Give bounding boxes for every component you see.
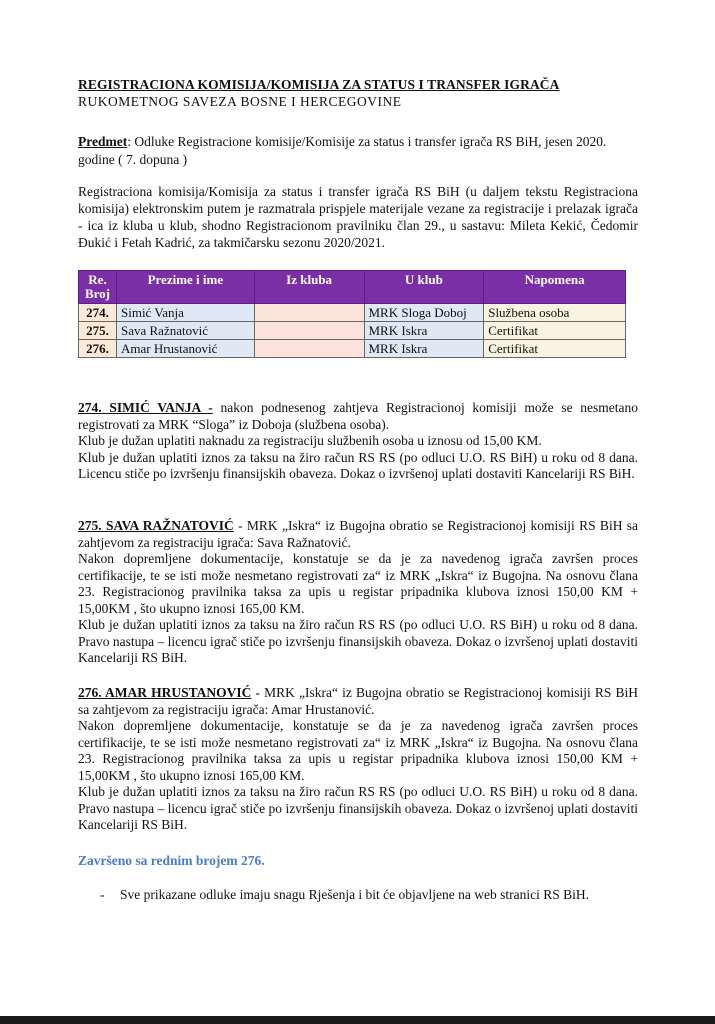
row-name: Sava Ražnatović xyxy=(116,322,254,340)
row-to-club: MRK Iskra xyxy=(364,322,484,340)
table-row xyxy=(79,304,626,322)
table-row xyxy=(79,340,626,358)
bottom-bar xyxy=(0,1016,715,1024)
row-name: Amar Hrustanović xyxy=(116,340,254,358)
bullet-text: Sve prikazane odluke imaju snagu Rješenja i bit će objavljene na web stranici RS BiH. xyxy=(120,887,590,902)
row-from-club xyxy=(254,304,364,322)
table-row xyxy=(79,322,626,340)
row-from-club xyxy=(254,322,364,340)
decision-heading: 276. AMAR HRUSTANOVIĆ xyxy=(78,685,252,700)
decision-lead-text: - MRK „Iskra“ iz Bugojna obratio se Registracionoj komisiji RS BiH sa zahtjevom za registraciju igrača: Sava Ražnatović. xyxy=(78,518,638,550)
registration-table xyxy=(78,270,626,358)
row-number: 276. xyxy=(79,340,117,358)
row-to-club: MRK Iskra xyxy=(364,340,484,358)
decision-section-274 xyxy=(78,400,638,483)
decision-lead-text: nakon podnesenog zahtjeva Registracionoj komisiji može se nesmetano registrovati za MRK “Sloga” iz Doboja (službena osoba). xyxy=(78,400,638,432)
decision-paragraph: Nakon dopremljene dokumentacije, konstatuje se da je za navedenog igrača završen proces certifikacije, te se isti može nesmetano registrovati za“ iz MRK „Iskra“ iz Bugojna. Na osnovu člana 23. Registracionog pravilnika taksa za upis u registar pripadnika klubova iznosi 150,00 KM + 15,00KM , što ukupno iznosi 165,00 KM. xyxy=(78,551,638,616)
decision-paragraph: Klub je dužan uplatiti iznos za taksu na žiro račun RS RS (po odluci U.O. RS BiH) u roku od 8 dana. Licencu stiče po izvršenju finansijskih obaveza. Dokaz o izvršenoj uplati dostaviti Kancelariji RS BiH. xyxy=(78,449,638,481)
row-note: Certifikat xyxy=(484,322,626,340)
decision-lead xyxy=(78,400,638,433)
column-header-note: Napomena xyxy=(484,271,626,304)
subject-label: Predmet xyxy=(78,134,128,149)
decision-paragraph: Klub je dužan uplatiti iznos za taksu na žiro račun RS RS (po odluci U.O. RS BiH) u roku od 8 dana. Pravo nastupa – licencu igrač stiče po izvršenju finansijskih obaveza. Dokaz o izvršenoj uplati dostaviti Kancelariji RS BiH. xyxy=(78,784,638,832)
intro-paragraph: Registraciona komisija/Komisija za status i transfer igrača RS BiH (u daljem tekstu Registraciona komisija) elektronskim putem je razmatrala prispjele materijale vezane za registracije i prelazak igrača - ica iz kluba u klub, shodno Registracionom pravilniku član 29., u sastavu: Mileta Kekić, Čedomir Đukić i Fetah Kadrić, za takmičarsku sezonu 2020/2021. xyxy=(78,184,638,250)
document-subtitle: RUKOMETNOG SAVEZA BOSNE I HERCEGOVINE xyxy=(78,94,402,106)
decision-section-276 xyxy=(78,685,638,834)
decision-paragraph: Nakon dopremljene dokumentacije, konstatuje se da je za navedenog igrača završen proces certifikacije, te se isti može nesmetano registrovati za“ iz MRK „Iskra“ iz Bugojna. Na osnovu člana 23. Registracionog pravilnika taksa za upis u registar pripadnika klubova iznosi 150,00 KM + 15,00KM , što ukupno iznosi 165,00 KM. xyxy=(78,718,638,783)
table-header-row xyxy=(79,271,626,304)
bullet-dash: - xyxy=(100,887,105,902)
row-number: 274. xyxy=(79,304,117,322)
decision-lead xyxy=(78,685,638,718)
row-to-club: MRK Sloga Doboj xyxy=(364,304,484,322)
row-note: Službena osoba xyxy=(484,304,626,322)
decision-paragraph: Klub je dužan uplatiti naknadu za registraciju službenih osoba u iznosu od 15,00 KM. xyxy=(78,433,542,448)
column-header-number: Re. Broj xyxy=(79,271,117,304)
subject-text: : Odluke Registracione komisije/Komisije za status i transfer igrača RS BiH, jesen 2020. godine ( 7. dopuna ) xyxy=(78,134,607,167)
column-header-from-club: Iz kluba xyxy=(254,271,364,304)
decision-heading: 274. SIMIĆ VANJA - xyxy=(78,400,213,415)
decision-lead xyxy=(78,518,638,551)
decision-section-275 xyxy=(78,518,638,667)
row-from-club xyxy=(254,340,364,358)
subject-paragraph xyxy=(78,133,638,169)
decision-paragraph: Klub je dužan uplatiti iznos za taksu na žiro račun RS RS (po odluci U.O. RS BiH) u roku od 8 dana. Pravo nastupa – licencu igrač stiče po izvršenju finansijskih obaveza. Dokaz o izvršenoj uplati dostaviti Kancelariji RS BiH. xyxy=(78,617,638,665)
completion-note: Završeno sa rednim brojem 276. xyxy=(78,853,265,868)
row-number: 275. xyxy=(79,322,117,340)
row-name: Simić Vanja xyxy=(116,304,254,322)
decision-heading: 275. SAVA RAŽNATOVIĆ xyxy=(78,518,234,533)
row-note: Certifikat xyxy=(484,340,626,358)
column-header-to-club: U klub xyxy=(364,271,484,304)
document-title: REGISTRACIONA KOMISIJA/KOMISIJA ZA STATUS I TRANSFER IGRAČA xyxy=(78,77,560,92)
column-header-name: Prezime i ime xyxy=(116,271,254,304)
decision-lead-text: - MRK „Iskra“ iz Bugojna obratio se Registracionoj komisiji RS BiH sa zahtjevom za registraciju igrača: Amar Hrustanović. xyxy=(78,685,638,717)
